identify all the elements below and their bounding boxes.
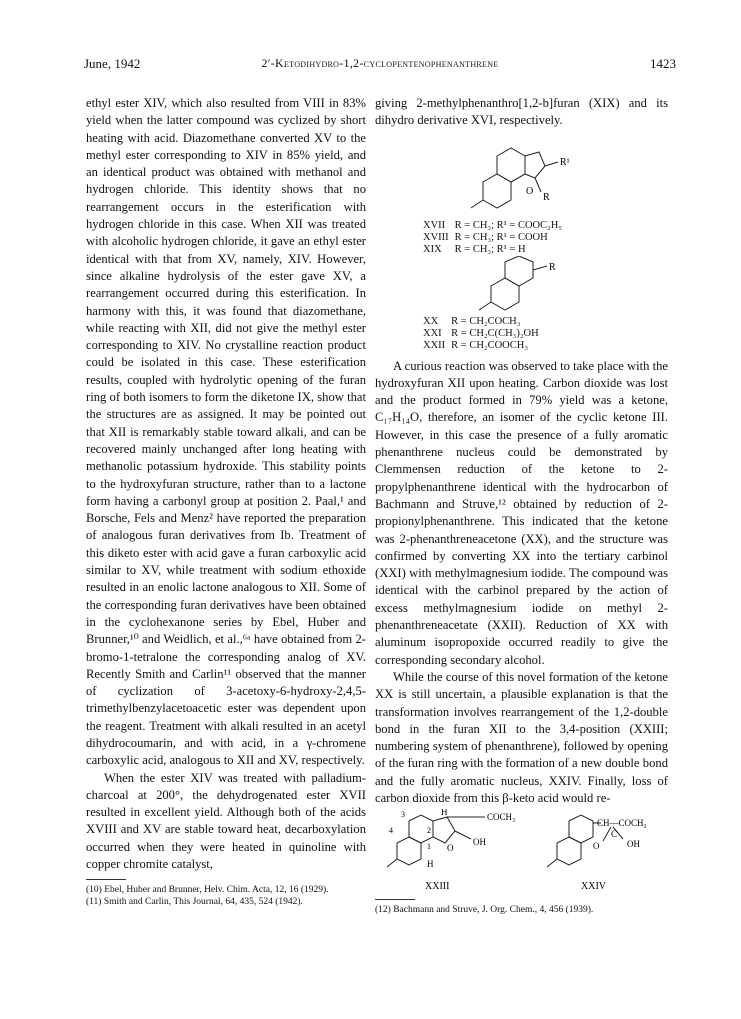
structure-caption-xxiii: XXIII <box>425 881 450 893</box>
compound-row: XXII R = CH₂COOCH₃ <box>423 339 529 351</box>
structure-furan-phenanthrene <box>375 134 668 226</box>
structure-label-r1: R¹ <box>560 156 570 168</box>
structure-label-o: O <box>447 843 454 854</box>
structure-caption-xxiv: XXIV <box>581 881 606 893</box>
left-paragraph-2: When the ester XIV was treated with palladium-charcoal at 200°, the dehydrogenated ester XVII resulted in excellent yield. Although both of the acids XVIII and XV are stable toward heat, decarboxylation occurred when they were heated in quinoline with copper chromite catalyst, <box>86 770 366 872</box>
structure-xxiii-xxiv-drawing <box>375 809 668 893</box>
running-header <box>84 56 676 76</box>
compound-table-2 <box>423 316 668 352</box>
footnote-10: (10) Ebel, Huber and Brunner, Helv. Chim. Acta, 12, 16 (1929). <box>86 885 329 896</box>
structure-furan-drawing <box>375 134 668 226</box>
structure-pair <box>375 809 668 893</box>
right-paragraph-2: A curious reaction was observed to take place with the hydroxyfuran XII upon heating. Carbon dioxide was lost and the product formed in 79% yield was a ketone, C₁₇H₁₄O, therefore, an isomer of the cyclic ketone III. However, in this case the presence of a fully aromatic phenanthrene nucleus could be demonstrated by Clemmensen reduction of the ketone to 2-propylphenanthrene identical with the hydrocarbon of Bachmann and Struve,¹² obtained by reduction of 2-propionylphenanthrene. This indicated that the ketone was 2-phenanthreneacetone (XX), and the structure was confirmed by converting XX into the tertiary carbinol (XXI) with methylmagnesium iodide. The compound was identical with the carbinol prepared by the action of excess methylmagnesium iodide on methyl 2-phenanthreneacetate (XXII). Reduction of XX with aluminum isopropoxide occurred readily to give the corresponding secondary alcohol. <box>375 358 668 667</box>
structure-label-o: O <box>526 185 534 197</box>
right-paragraph-3: While the course of this novel formation of the ketone XX is still uncertain, a plausible explanation is that the transformation involves rearrangement of the 1,2-double bond in the furan XII to the 3,4-position (XXIII; numbering system of phenanthrene), followed by opening of the furan ring with the formation of a new double bond and the fully aromatic nucleus, XXIV. Finally, loss of carbon dioxide from this β-keto acid would re- <box>375 669 668 806</box>
structure-label-coch3: COCH₃ <box>487 812 516 823</box>
footnote-12: (12) Bachmann and Struve, J. Org. Chem., 4, 456 (1939). <box>375 905 594 916</box>
structure-label-ch-coch3: CH—COCH₃ <box>597 818 647 829</box>
compound-row: XVIII R = CH₃; R¹ = COOH <box>423 231 548 243</box>
structure-locant-2: 2 <box>427 826 431 836</box>
footnote-11: (11) Smith and Carlin, This Journal, 64, 435, 524 (1942). <box>86 897 303 908</box>
structure-locant-3: 3 <box>401 810 405 820</box>
header-title: 2′-Ketodihydro-1,2-cyclopentenophenanthrene <box>261 56 499 70</box>
right-column <box>375 95 668 916</box>
compound-row: XX R = CH₂COCH₃ <box>423 315 521 327</box>
structure-label-o: O <box>593 841 600 852</box>
left-paragraph-1: ethyl ester XIV, which also resulted from VIII in 83% yield when the latter compound was cyclized by short heating with acid. Diazomethane converted XV to the methyl ester corresponding to XIV in 85% yield, and an identical product was obtained with methanol and hydrogen chloride. This identity shows that no rearrangement occurs in the esterification with hydrogen chloride in this case. When XII was treated with alcoholic hydrogen chloride, it gave an ethyl ester identical with that from XV, namely, XIV. However, since alkaline hydrolysis of the ester gave XV, a rearrangement occurred during this esterification. In harmony with this, it was found that diazomethane, while reacting with XII, did not give the methyl ester corresponding to XIV. No crystalline reaction product could be isolated in this case. These esterification results, coupled with hydrolytic opening of the furan ring of both isomers to form the diketone IX, show that the structures are as assigned. It may be pointed out that XII is remarkably stable toward alkali, and can be recovered mainly unchanged after long heating with methanolic potassium hydroxide. This stability points to the hydroxyfuran structure, rather than to a lactone form having a carbonyl group at position 2. Paal,¹ and Borsche, Fels and Menz² have reported the preparation of analogous furan derivatives from Ib. Treatment of this diketo ester with acid gave a furan carboxylic acid similar to XV, while treatment with sodium ethoxide resulted in an enolic lactone analogous to XII. Some of the corresponding furan derivatives have been obtained in the cyclohexanone series by Ebel, Huber and Brunner,¹⁰ and Weidlich, et al.,⁶ᵃ have obtained from 2-bromo-1-tetralone the corresponding analog of XV. Recently Smith and Carlin¹¹ observed that the manner of cyclization of 3-acetoxy-6-hydroxy-2,4,5-trimethylbenzylacetoacetic ester was dependent upon the reagent. Treatment with alkali resulted in an acetyl dihydrocoumarin, and with acid, in a γ-chromene carboxylic acid, analogous to XII and XV, respectively. <box>86 96 366 768</box>
structure-locant-4: 4 <box>389 826 393 836</box>
left-column <box>86 95 366 908</box>
compound-row: XXI R = CH₂C(CH₃)₂OH <box>423 327 539 339</box>
structure-label-h: H <box>427 859 434 870</box>
structure-locant-1: 1 <box>427 842 431 852</box>
footnote-rule <box>375 899 415 900</box>
structure-phenanthrene-drawing <box>375 256 668 318</box>
structure-label-c: C <box>611 829 618 840</box>
compound-row: XIX R = CH₃; R¹ = H <box>423 243 526 255</box>
structure-phenanthrene-r <box>375 256 668 318</box>
compound-row: XVII R = CH₃; R¹ = COOC₂H₅ <box>423 219 563 231</box>
structure-label-h: H <box>441 809 448 818</box>
header-page-number: 1423 <box>650 56 676 71</box>
right-paragraph-1: giving 2-methylphenanthro[1,2-b]furan (XIX) and its dihydro derivative XVI, respectively. <box>375 96 668 128</box>
structure-label-r: R <box>543 191 550 203</box>
structure-label-oh: OH <box>473 837 486 848</box>
header-date: June, 1942 <box>84 56 141 71</box>
structure-label-r: R <box>549 261 556 273</box>
structure-label-oh: OH <box>627 839 640 850</box>
footnote-rule <box>86 879 126 880</box>
